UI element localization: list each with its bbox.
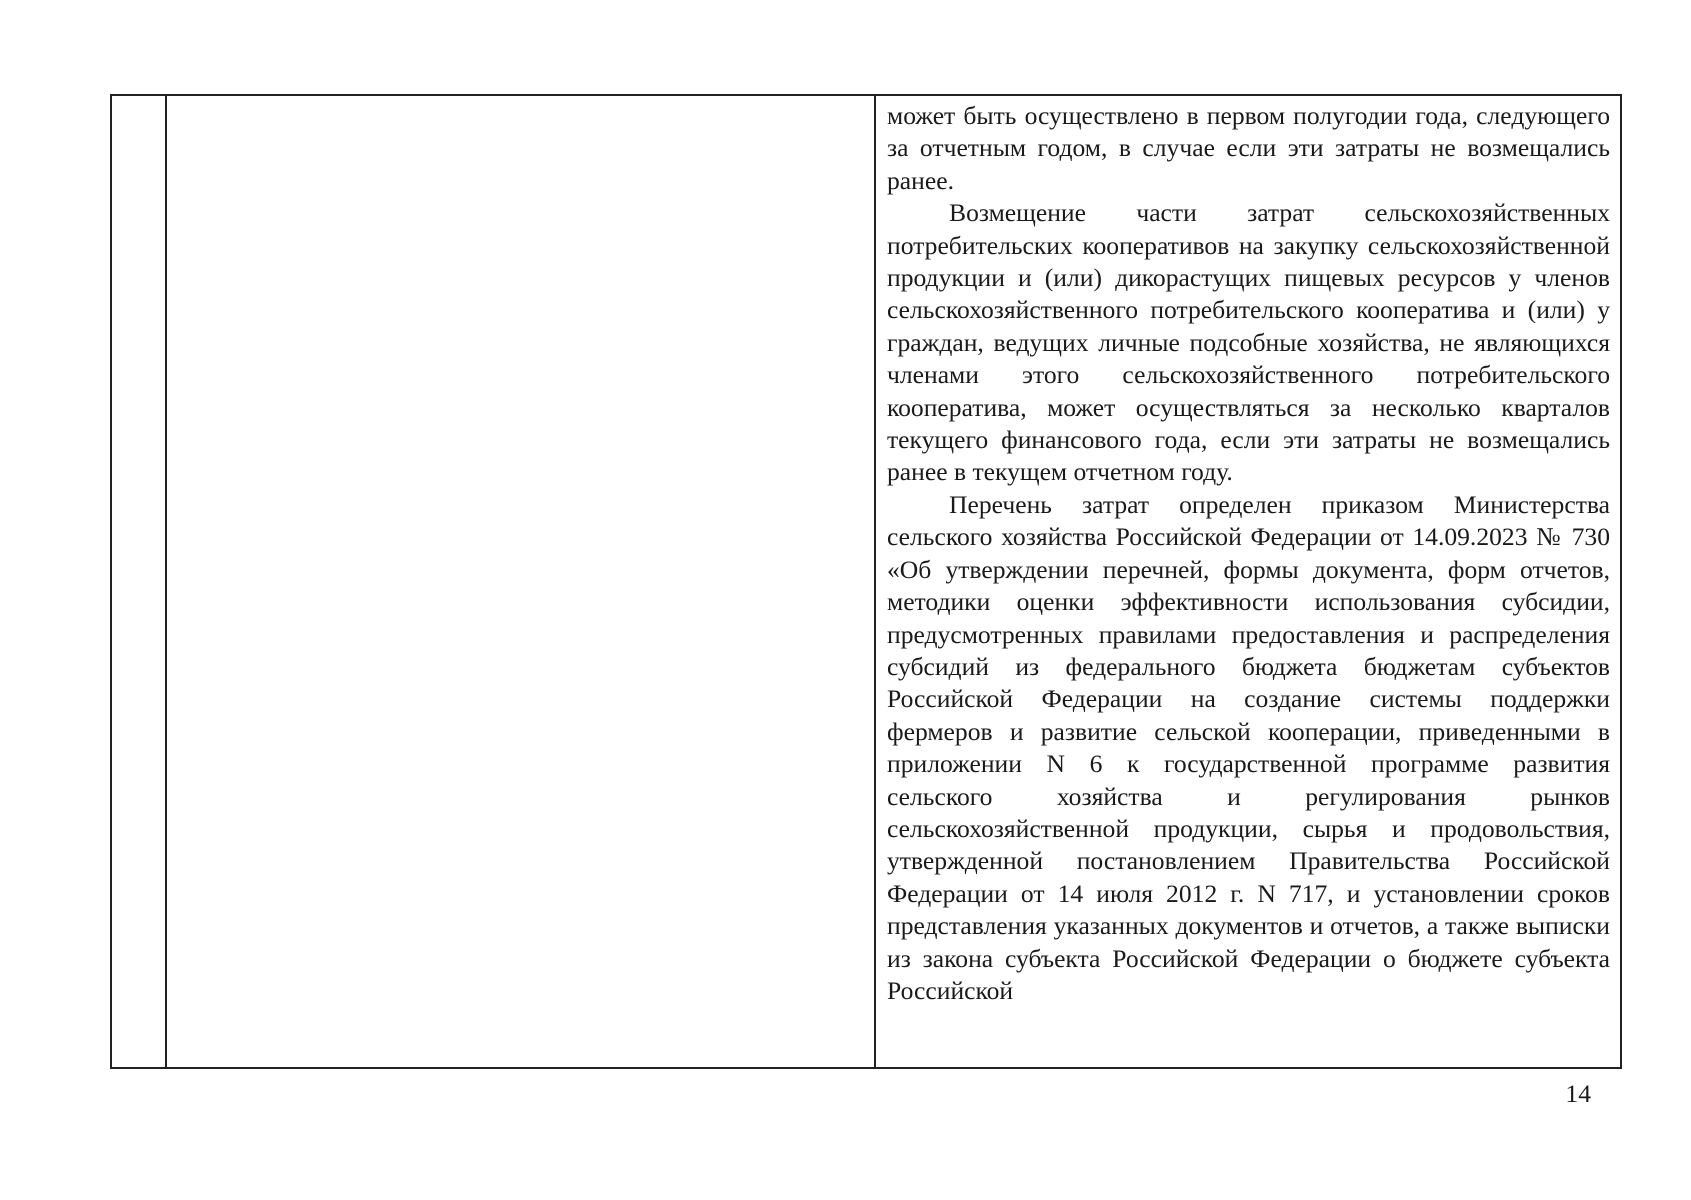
page-number: 14 bbox=[1565, 1079, 1591, 1108]
table-column-description bbox=[876, 96, 1620, 1067]
table-column-number bbox=[112, 96, 167, 1067]
table-column-name bbox=[167, 96, 876, 1067]
paragraph-cost-list: Перечень затрат определен приказом Министерства сельского хозяйства Российской Федерации от 14.09.2023 № 730 «Об утверждении перечней, формы документа, форм отчетов, методики оценки эффективности использования субсидии, предусмотренных правилами предоставления и распределения субсидий из федерального бюджета бюджетам субъектов Российской Федерации на создание системы поддержки фермеров и развитие сельской кооперации, приведенными в приложении N 6 к государственной программе развития сельского хозяйства и регулирования рынков сельскохозяйственной продукции, сырья и продовольствия, утвержденной постановлением Правительства Российской Федерации от 14 июля 2012 г. N 717, и установлении сроков представления указанных документов и отчетов, а также выписки из закона субъекта Российской Федерации о бюджете субъекта Российской bbox=[887, 489, 1610, 1005]
paragraph-reimbursement: Возмещение части затрат сельскохозяйственных потребительских кооперативов на закупку сельскохозяйственной продукции и (или) дикорастущих пищевых ресурсов у членов сельскохозяйственного потребительского кооператива и (или) у граждан, ведущих личные подсобные хозяйства, не являющихся членами этого сельскохозяйственного потребительского кооператива, может осуществляться за несколько кварталов текущего финансового года, если эти затраты не возмещались ранее в текущем отчетном году. bbox=[887, 198, 1610, 487]
paragraph-continuation: может быть осуществлено в первом полугодии года, следующего за отчетным годом, в случае если эти затраты не возмещались ранее. bbox=[887, 101, 1610, 195]
document-table bbox=[110, 94, 1622, 1069]
